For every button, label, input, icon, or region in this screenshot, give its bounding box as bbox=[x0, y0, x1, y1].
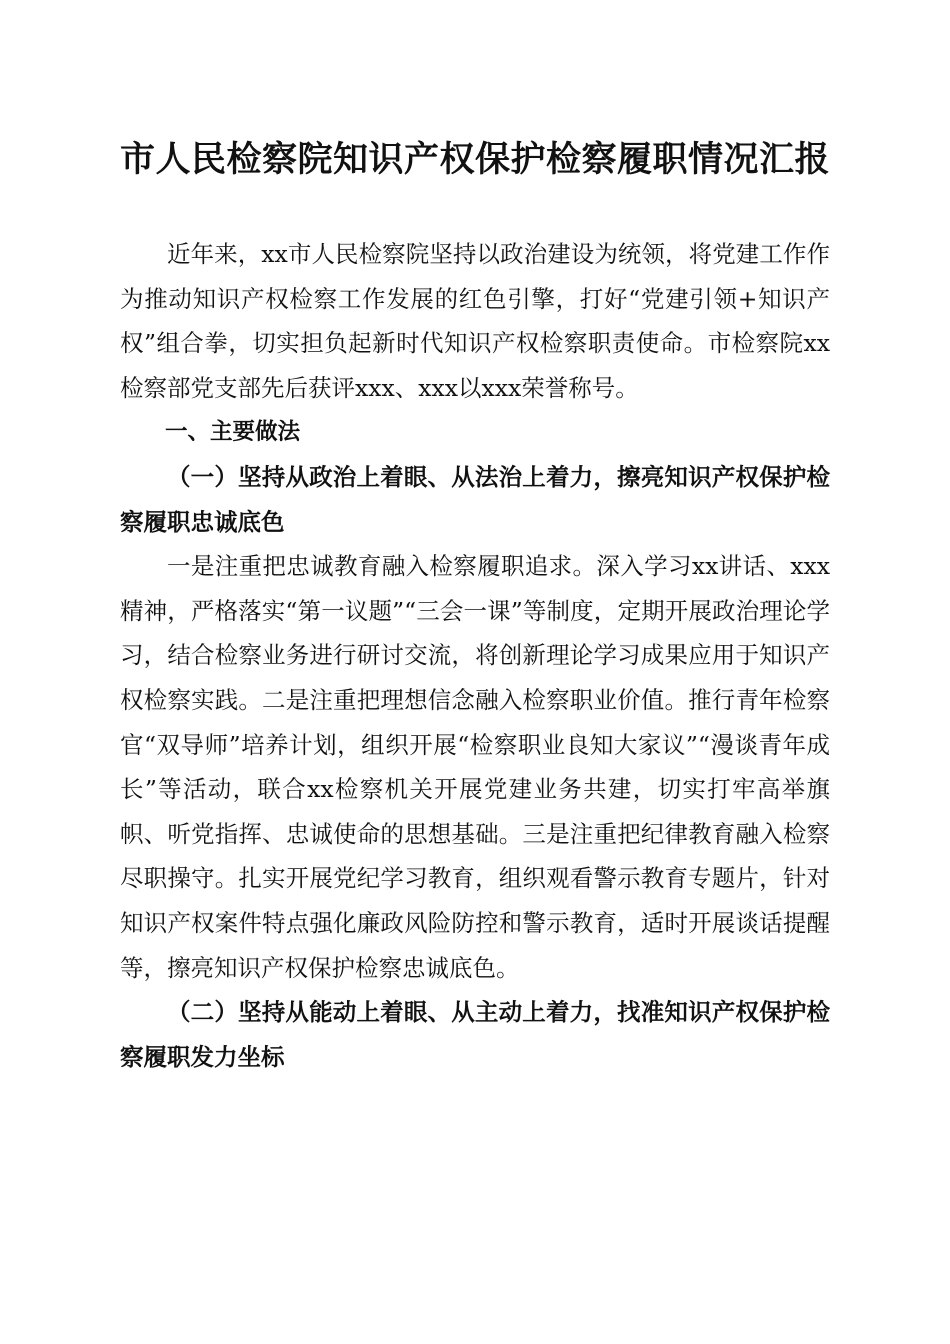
subsection-heading-2: （二）坚持从能动上着眼、从主动上着力，找准知识产权保护检察履职发力坐标 bbox=[120, 998, 830, 1071]
intro-paragraph: 近年来，xx市人民检察院坚持以政治建设为统领，将党建工作作为推动知识产权检察工作发展的红色引擎，打好“党建引领+知识产权”组合拳，切实担负起新时代知识产权检察职责使命。市检察院xx检察部党支部先后获评xxx、xxx以xxx荣誉称号。 bbox=[120, 240, 830, 402]
document-body bbox=[120, 232, 830, 1079]
subsection-heading-1: （一）坚持从政治上着眼、从法治上着力，擦亮知识产权保护检察履职忠诚底色 bbox=[120, 462, 830, 536]
document-title: 市人民检察院知识产权保护检察履职情况汇报 bbox=[119, 139, 830, 180]
section-heading-main-practices: 一、主要做法 bbox=[165, 419, 301, 446]
subsection-1-paragraph: 一是注重把忠诚教育融入检察履职追求。深入学习xx讲话、xxx精神，严格落实“第一议题”“三会一课”等制度，定期开展政治理论学习，结合检察业务进行研讨交流，将创新理论学习成果应用于知识产权检察实践。二是注重把理想信念融入检察职业价值。推行青年检察官“双导师”培养计划，组织开展“检察职业良知大家议”“漫谈青年成长”等活动，联合xx检察机关开展党建业务共建，切实打牢高举旗帜、听党指挥、忠诚使命的思想基础。三是注重把纪律教育融入检察尽职操守。扎实开展党纪学习教育，组织观看警示教育专题片，针对知识产权案件特点强化廉政风险防控和警示教育，适时开展谈话提醒等，擦亮知识产权保护检察忠诚底色。 bbox=[120, 552, 830, 982]
